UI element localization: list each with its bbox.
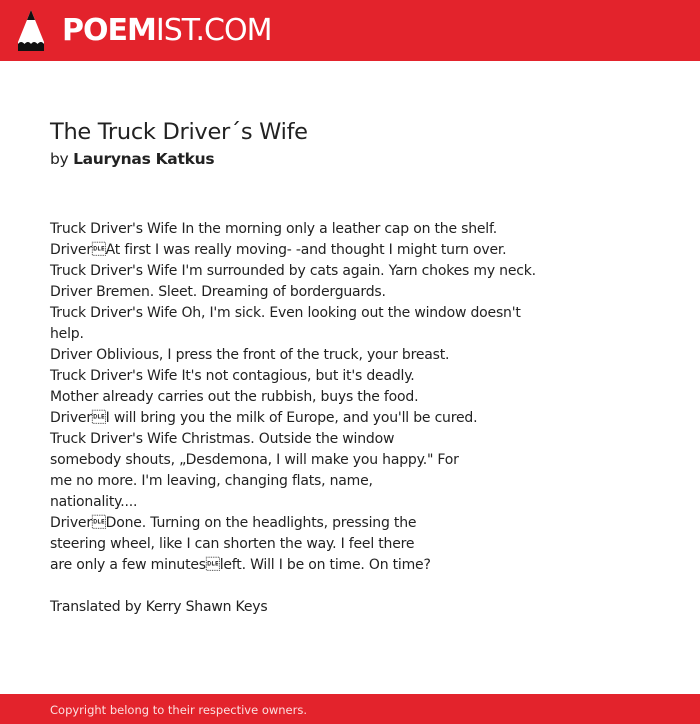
site-logo[interactable] — [62, 11, 271, 51]
pencil-icon[interactable] — [18, 10, 44, 51]
poem-line: Driver Oblivious, I press the front of the truck, your breast. — [50, 347, 450, 363]
poem-line: Truck Driver's Wife I'm surrounded by cats again. Yarn chokes my neck. — [50, 263, 536, 279]
by-label: by — [50, 150, 69, 168]
poem-line: Truck Driver's Wife It's not contagious, but it's deadly. — [50, 368, 415, 384]
logo-text-bold: POEM — [62, 13, 156, 48]
poem-line: me no more. I'm leaving, changing flats, name, — [50, 473, 373, 489]
poem-body — [50, 219, 590, 618]
logo-text-light: IST.COM — [155, 13, 272, 48]
poem-translator: Translated by Kerry Shawn Keys — [50, 599, 268, 615]
poem-line: somebody shouts, „Desdemona, I will make you happy." For — [50, 452, 459, 468]
poem-line: DriverI will bring you the milk of Europe, and you'll be cured. — [50, 410, 478, 426]
poem-line: Mother already carries out the rubbish, buys the food. — [50, 389, 419, 405]
site-header — [0, 0, 700, 61]
poem-line: DriverAt first I was really moving- -and thought I might turn over. — [50, 242, 507, 258]
poem-line: steering wheel, like I can shorten the way. I feel there — [50, 536, 415, 552]
poem-line: DriverDone. Turning on the headlights, pressing the — [50, 515, 417, 531]
poem-line: are only a few minutesleft. Will I be on time. On time? — [50, 557, 431, 573]
poem-line: help. — [50, 326, 84, 342]
poem-line: Truck Driver's Wife Oh, I'm sick. Even looking out the window doesn't — [50, 305, 521, 321]
poem-line: Truck Driver's Wife Christmas. Outside the window — [50, 431, 395, 447]
poem-title: The Truck Driver´s Wife — [50, 119, 308, 145]
poem-author[interactable]: Laurynas Katkus — [73, 150, 215, 168]
site-footer — [0, 694, 700, 724]
poem-line: Truck Driver's Wife In the morning only a leather cap on the shelf. — [50, 221, 497, 237]
poem-line: nationality.... — [50, 494, 138, 510]
poem-line: Driver Bremen. Sleet. Dreaming of borderguards. — [50, 284, 386, 300]
poem-byline — [50, 149, 214, 169]
stanza-gap — [50, 576, 590, 597]
copyright-notice: Copyright belong to their respective owners. — [50, 703, 308, 717]
